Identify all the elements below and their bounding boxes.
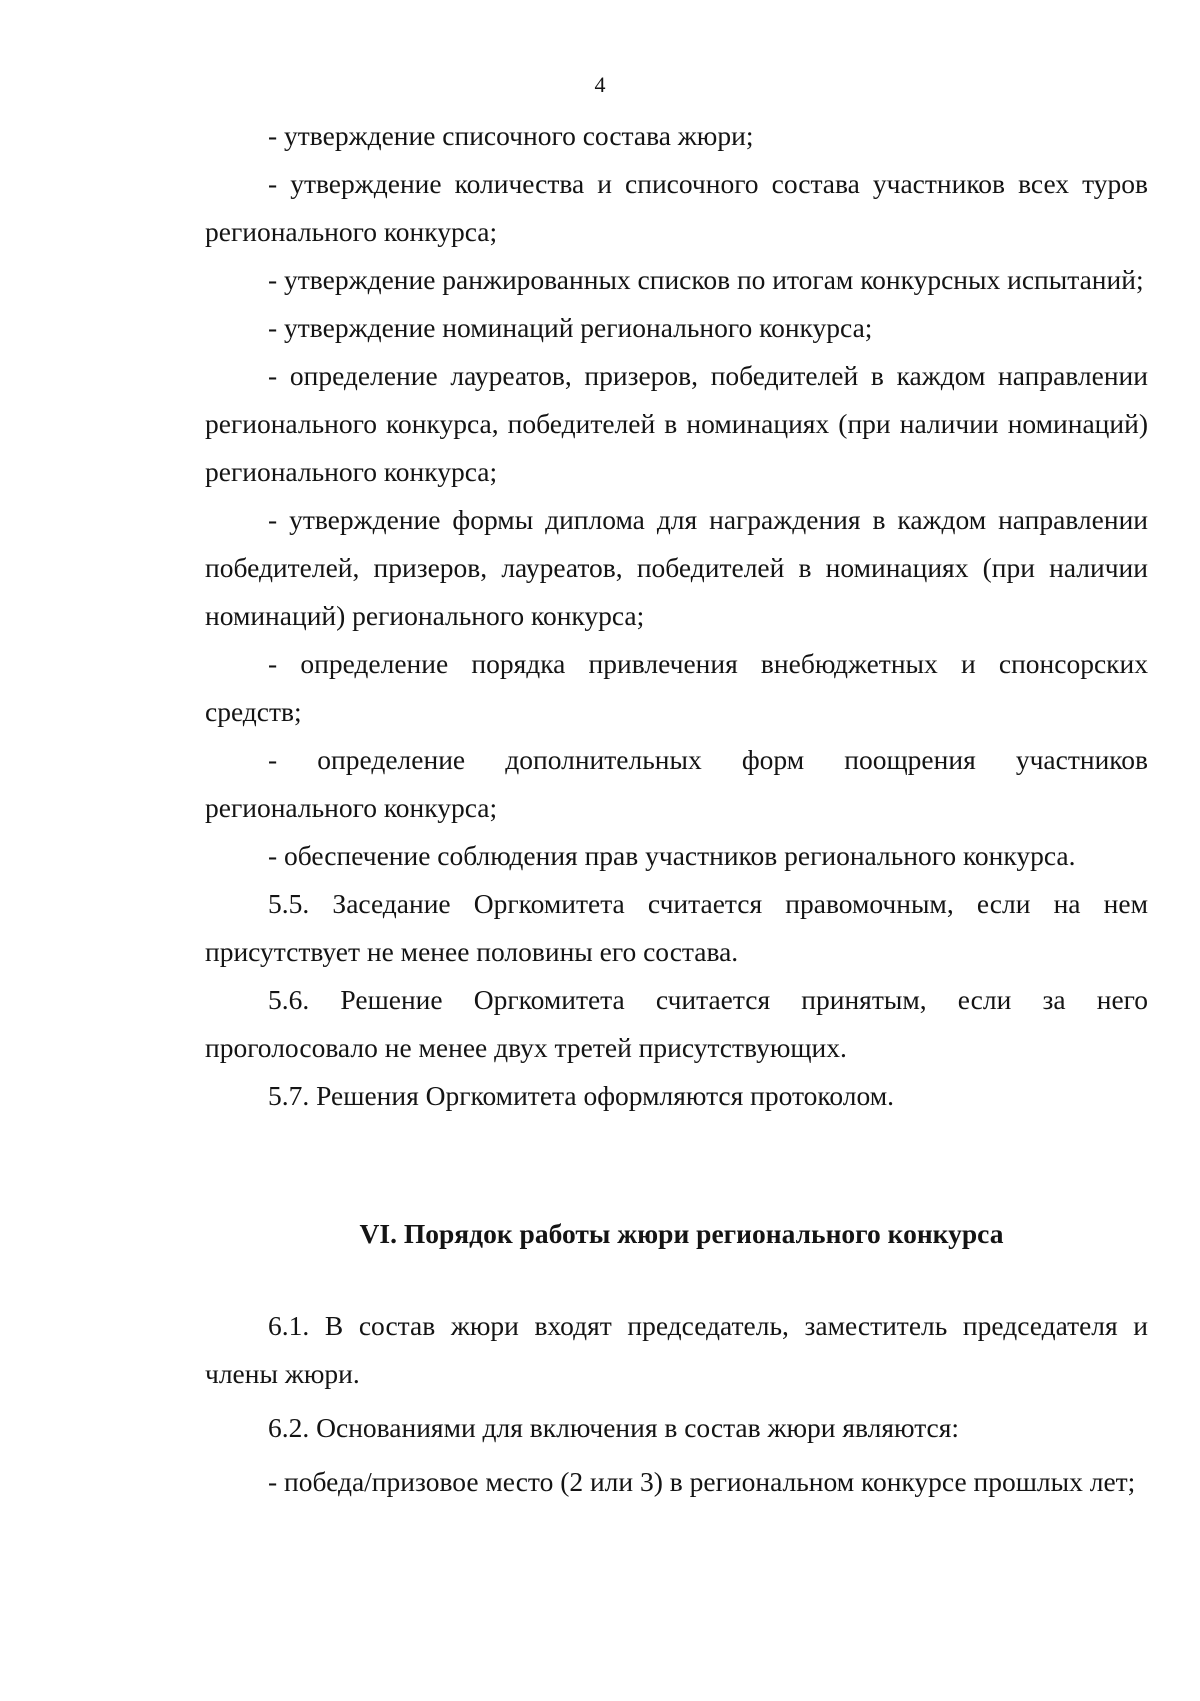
paragraph-participant-rights: - обеспечение соблюдения прав участников регионального конкурса. xyxy=(268,840,1076,871)
page-number: 4 xyxy=(594,72,606,97)
paragraph-approve-ranked-lists: - утверждение ранжированных списков по итогам конкурсных испытаний; xyxy=(268,264,1144,295)
paragraph-additional-encouragement: - определение дополнительных форм поощрения участников регионального конкурса; xyxy=(205,744,1148,823)
body-text-section-5 xyxy=(205,112,1148,1120)
paragraph-5-5-quorum: 5.5. Заседание Оргкомитета считается правомочным, если на нем присутствует не менее половины его состава. xyxy=(205,888,1148,967)
paragraph-5-7-protocol: 5.7. Решения Оргкомитета оформляются протоколом. xyxy=(268,1080,894,1111)
section-6-heading-block xyxy=(205,1210,1148,1258)
section-heading: VI. Порядок работы жюри регионального конкурса xyxy=(359,1218,1004,1249)
body-text-section-6 xyxy=(205,1302,1148,1506)
paragraph-extrabudgetary-funds: - определение порядка привлечения внебюджетных и спонсорских средств; xyxy=(205,648,1148,727)
paragraph-5-6-decision: 5.6. Решение Оргкомитета считается принятым, если за него проголосовало не менее двух третей присутствующих. xyxy=(205,984,1148,1063)
paragraph-approve-jury-list: - утверждение списочного состава жюри; xyxy=(268,120,754,151)
paragraph-approve-diploma-form: - утверждение формы диплома для награждения в каждом направлении победителей, призеров, лауреатов, победителей в номинациях (при наличии номинаций) регионального конкурса; xyxy=(205,504,1148,631)
paragraph-approve-nominations: - утверждение номинаций регионального конкурса; xyxy=(268,312,873,343)
paragraph-6-2-grounds: 6.2. Основаниями для включения в состав жюри являются: xyxy=(268,1412,960,1443)
paragraph-determine-winners: - определение лауреатов, призеров, победителей в каждом направлении регионального конкурса, победителей в номинациях (при наличии номинаций) регионального конкурса; xyxy=(205,360,1148,487)
paragraph-6-1-jury-composition: 6.1. В состав жюри входят председатель, заместитель председателя и члены жюри. xyxy=(205,1310,1148,1389)
paragraph-past-winners: - победа/призовое место (2 или 3) в региональном конкурсе прошлых лет; xyxy=(268,1466,1136,1497)
paragraph-approve-participants: - утверждение количества и списочного состава участников всех туров регионального конкурса; xyxy=(205,168,1148,247)
